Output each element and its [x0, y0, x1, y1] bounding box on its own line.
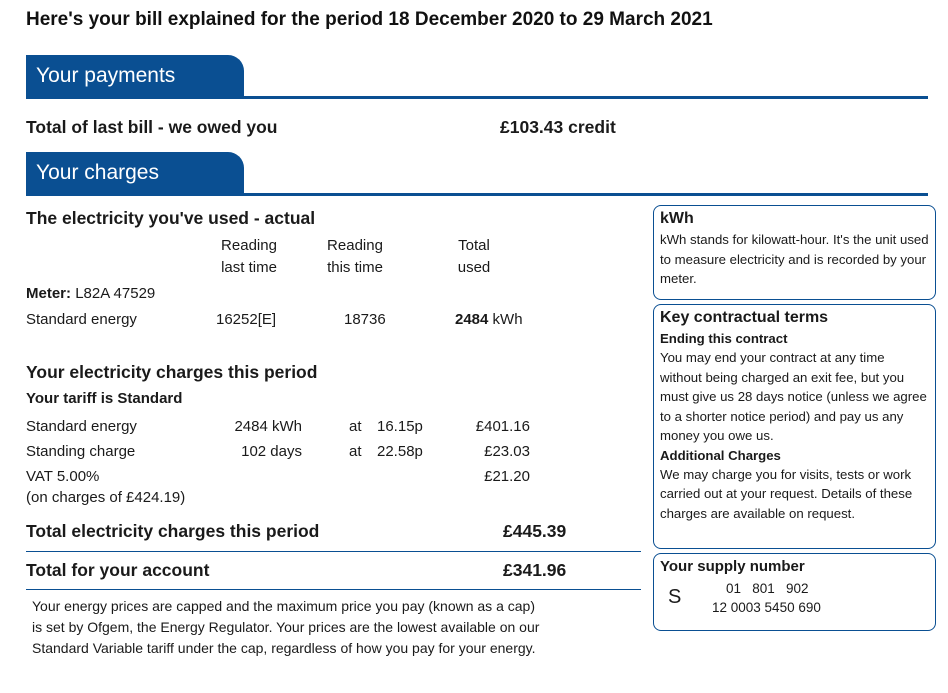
- total-divider: [26, 551, 641, 552]
- col-reading-this-line1: Reading: [327, 237, 383, 254]
- usage-total-value: 2484: [455, 311, 489, 328]
- meter-number: L82A 47529: [75, 285, 156, 302]
- col-reading-last: [208, 235, 290, 279]
- footnote-line: is set by Ofgem, the Energy Regulator. Your prices are the lowest available on our: [32, 619, 540, 635]
- charge-row-rate: 16.15p: [377, 418, 423, 435]
- charge-row-qty: 102 days: [241, 443, 302, 460]
- charge-row-label: Standing charge: [26, 443, 136, 460]
- terms-title: Key contractual terms: [660, 309, 829, 326]
- charge-row-qty: 2484 kWh: [234, 418, 302, 435]
- col-reading-this-line2: this time: [327, 259, 383, 276]
- payments-tab-header: Your payments: [26, 55, 244, 97]
- total-period-label: Total electricity charges this period: [26, 521, 320, 541]
- kwh-info-box: [653, 205, 936, 300]
- charge-row-rate: 22.58p: [377, 443, 423, 460]
- charges-tab-header: Your charges: [26, 152, 244, 194]
- col-total-used-line1: Total: [458, 237, 490, 254]
- total-account-label: Total for your account: [26, 560, 210, 580]
- bill-title: Here's your bill explained for the period 18 December 2020 to 29 March 2021: [26, 9, 713, 30]
- period-heading: Your electricity charges this period: [26, 362, 318, 382]
- charge-row-amount: £23.03: [484, 443, 530, 460]
- supply-number-box: [653, 553, 936, 631]
- total-account-value: £341.96: [503, 560, 567, 580]
- usage-heading: The electricity you've used - actual: [26, 208, 316, 228]
- vat-note: (on charges of £424.19): [26, 489, 186, 506]
- supply-title: Your supply number: [660, 558, 805, 575]
- usage-row-this: 18736: [344, 311, 386, 328]
- meter-label: Meter:: [26, 285, 72, 302]
- price-cap-footnote: [32, 596, 539, 659]
- usage-row-label: Standard energy: [26, 311, 137, 328]
- ending-heading: Ending this contract: [660, 331, 788, 346]
- col-reading-last-line1: Reading: [221, 237, 277, 254]
- total-period-value: £445.39: [503, 521, 567, 541]
- contract-terms-box: [653, 304, 936, 549]
- charges-divider: [26, 193, 928, 196]
- charge-row-amount: £401.16: [475, 418, 530, 435]
- tariff-label: Your tariff is Standard: [26, 390, 183, 407]
- supply-line-1: 01 801 902: [726, 581, 809, 596]
- vat-label: VAT 5.00%: [26, 468, 100, 485]
- usage-row-last: 16252[E]: [216, 311, 277, 328]
- kwh-text: kWh stands for kilowatt-hour. It's the unit used to measure electricity and is recorded by your meter.: [660, 232, 929, 286]
- vat-amount: £21.20: [484, 468, 530, 485]
- kwh-title: kWh: [660, 210, 694, 227]
- col-total-used-line2: used: [457, 259, 491, 276]
- usage-total-unit: kWh: [492, 311, 523, 328]
- col-reading-this: [314, 235, 396, 279]
- footnote-line: Standard Variable tariff under the cap, regardless of how you pay for your energy.: [32, 640, 536, 656]
- supply-letter: S: [668, 586, 682, 608]
- payments-divider: [26, 96, 928, 99]
- meter-info: [26, 285, 155, 302]
- ending-text: You may end your contract at any time without being charged an exit fee, but you must give us 28 days notice (unless we agree to a shorter notice period) and pay us any money you owe us.: [660, 350, 927, 443]
- usage-row-total: [455, 311, 523, 328]
- last-bill-value: £103.43 credit: [500, 117, 616, 137]
- charge-row-label: Standard energy: [26, 418, 137, 435]
- additional-text: We may charge you for visits, tests or work carried out at your request. Details of these charges are available on request.: [660, 466, 913, 521]
- supply-line-2: 12 0003 5450 690: [712, 600, 821, 615]
- footnote-line: Your energy prices are capped and the maximum price you pay (known as a cap): [32, 598, 535, 614]
- charge-row-at: at: [349, 443, 362, 460]
- last-bill-label: Total of last bill - we owed you: [26, 117, 278, 137]
- charge-row-at: at: [349, 418, 362, 435]
- col-total-used: [434, 235, 514, 279]
- additional-heading: Additional Charges: [660, 447, 781, 463]
- col-reading-last-line2: last time: [221, 259, 277, 276]
- account-divider: [26, 589, 641, 590]
